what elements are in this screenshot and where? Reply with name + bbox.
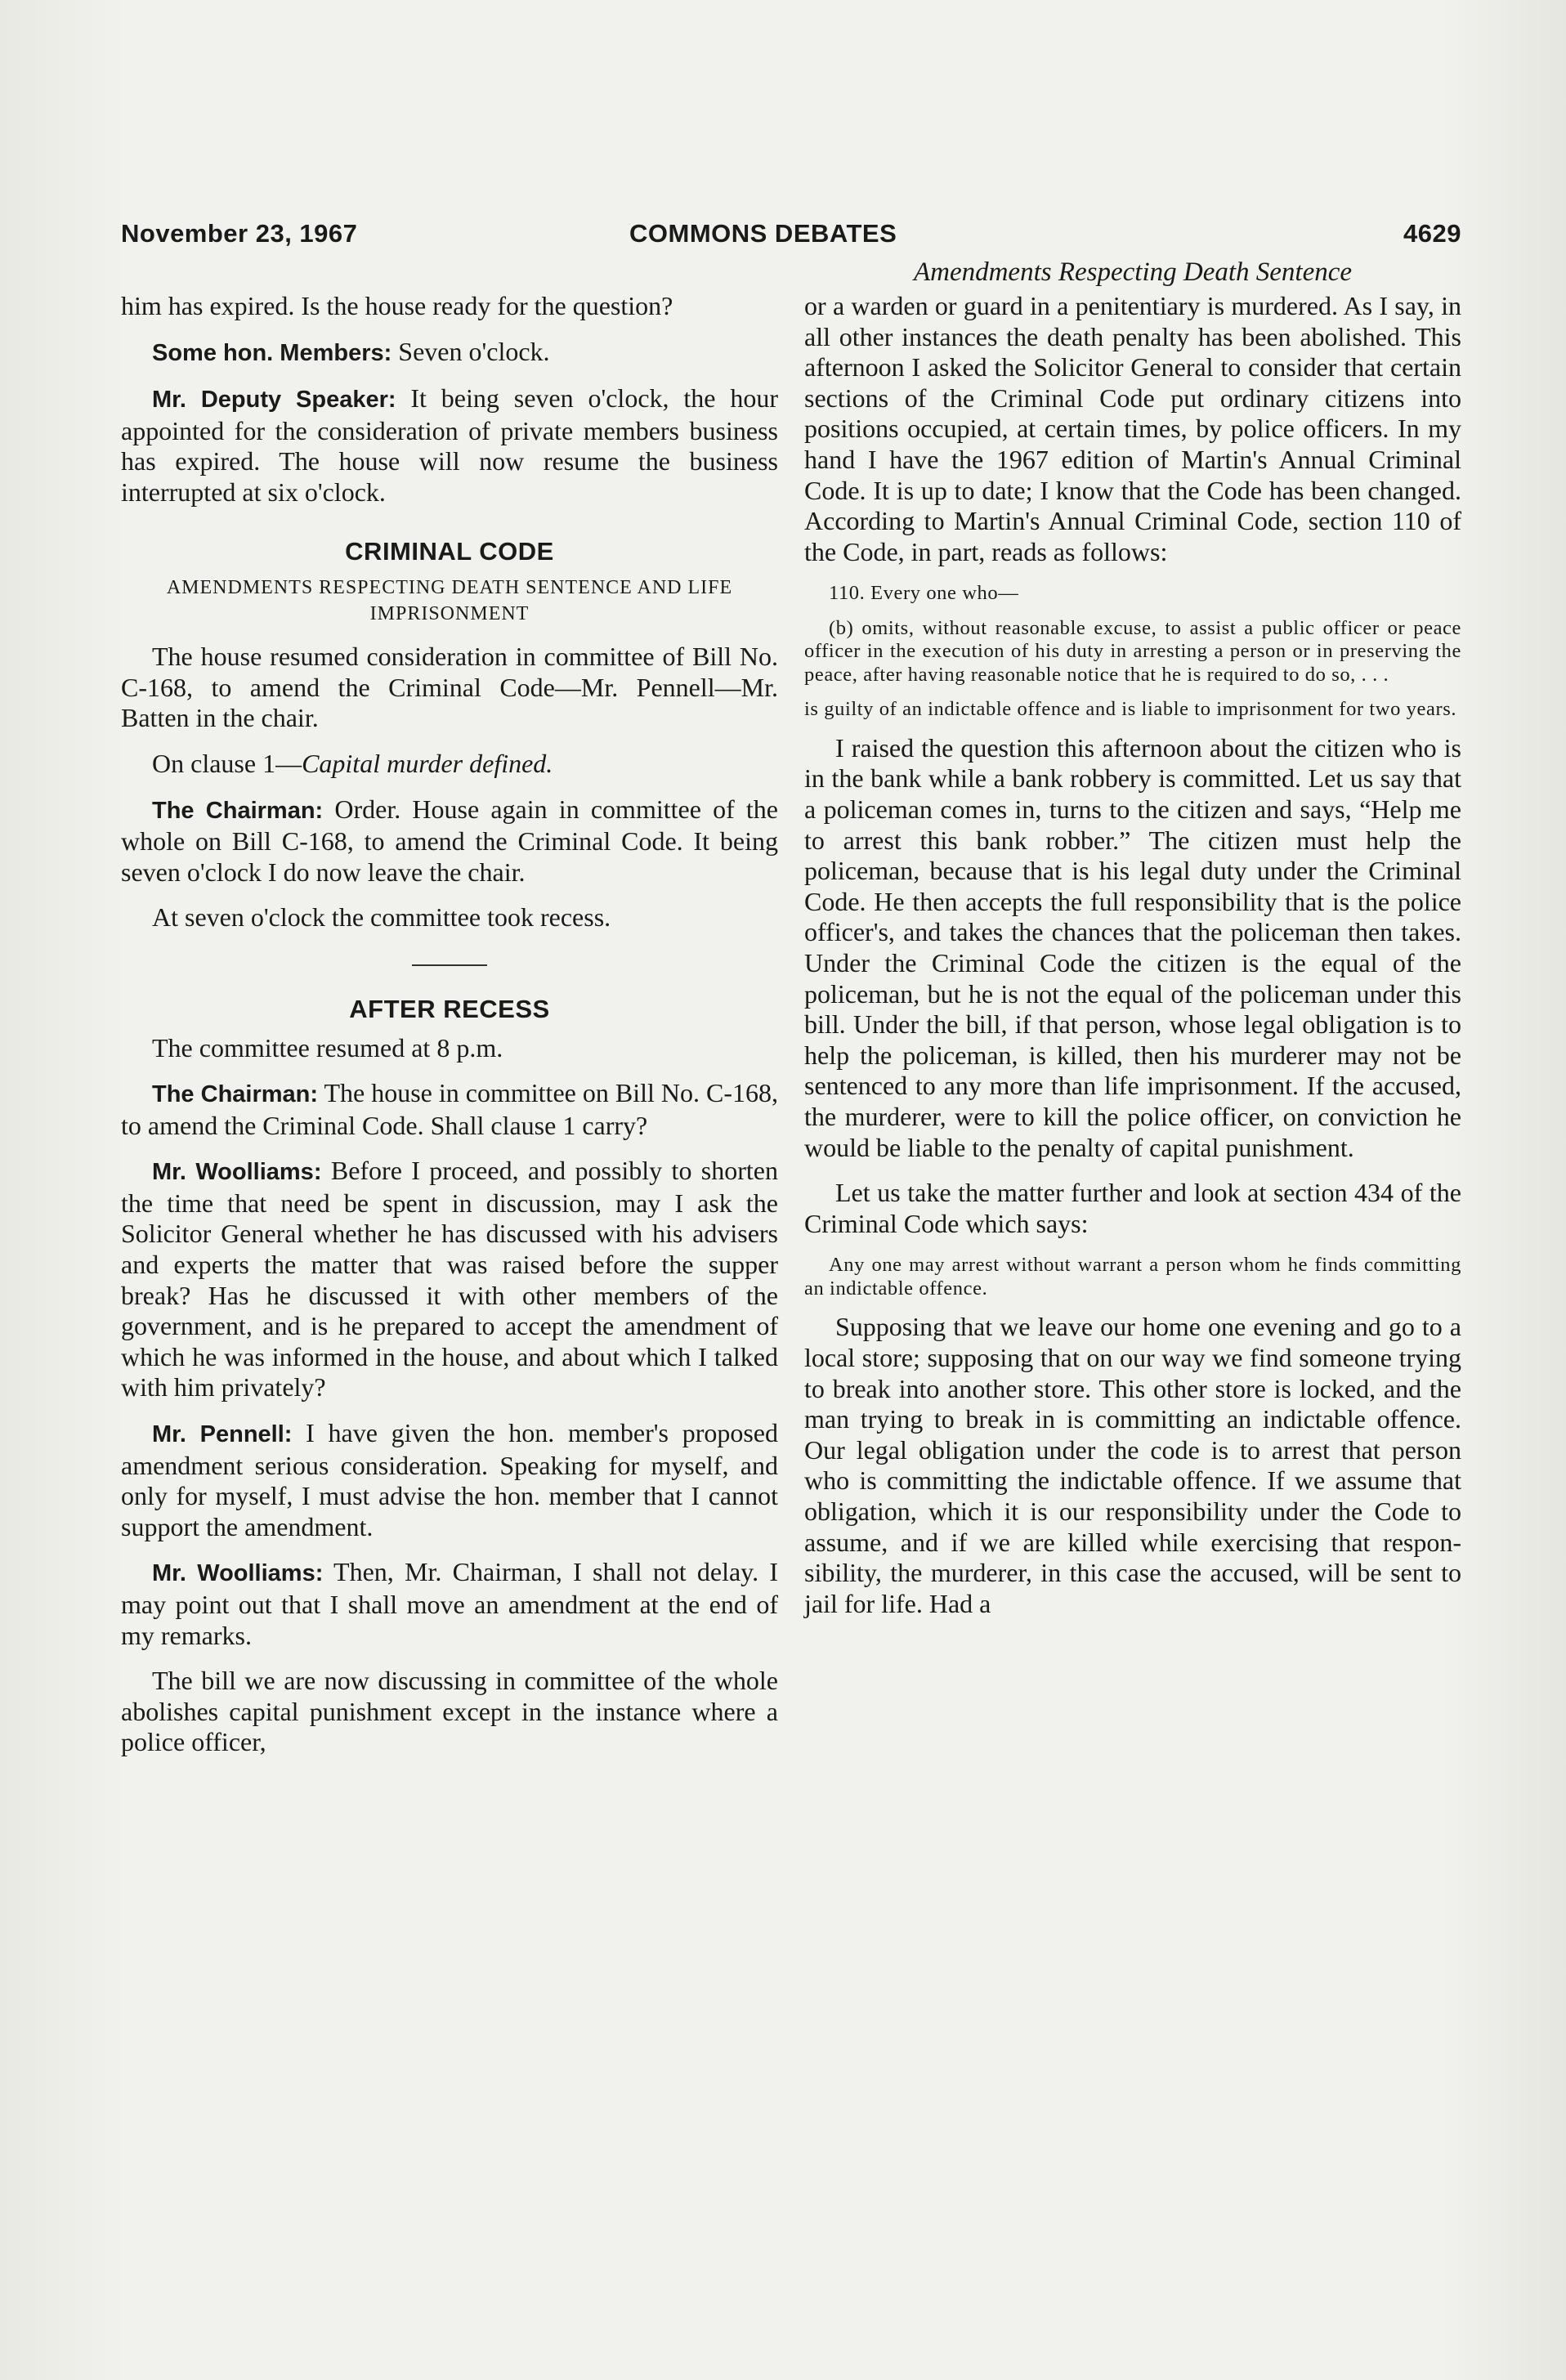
paragraph: The committee resumed at 8 p.m. — [152, 1032, 503, 1062]
paragraph: Supposing that we leave our home one evening and go to a local store; supposing that on our way we find someone trying to break into another store. This other store is locked, and the man trying to break in is committing an indictable offence. Our legal obligation under the code is to arrest that person who is committing the indictable offence. If we assume that obligation, which it is our responsibility under the Code to assume, and if we are killed while exercising that responsibility, the murderer, in this case the accused, will be sent to jail for life. Had a — [804, 1312, 1461, 1618]
quoted-statute: Any one may arrest without warrant a person whom he finds committing an indictable offence. — [804, 1254, 1461, 1300]
paragraph: The house resumed consideration in committee of Bill No. C-168, to amend the Criminal Code—Mr. Pennell—Mr. Batten in the chair. — [121, 642, 778, 733]
speaker-name: Mr. Pennell: — [152, 1421, 293, 1448]
left-column — [121, 291, 778, 1773]
paragraph: I raised the question this afternoon about the citizen who is in the bank while a bank robbery is committed. Let us say that a policeman comes in, turns to the citizen and says, “Help me to arrest this bank robber.” The citizen must help the policeman, because that is his legal duty under the Criminal Code. He then accepts the full responsibility that is the police officer's, and takes the chances that the policeman then takes. Under the Criminal Code the citizen is the equal of the policeman, but he is not the equal of the policeman under this bill. Under the bill, if that person, whose legal obligation is to help the policeman, is killed, then his murderer may not be sentenced to any more than life imprisonment. If the accused, the murderer, were to kill the police officer, on conviction he would be liable to the penalty of capital punishment. — [804, 732, 1461, 1162]
speech-paragraph — [121, 1078, 778, 1141]
section-subheading: AMENDMENTS RESPECTING DEATH SENTENCE AND LIFE IMPRISONMENT — [166, 577, 733, 625]
section-heading: AFTER RECESS — [349, 994, 550, 1023]
speech-text: Seven o'clock. — [392, 336, 550, 366]
clause-text: On clause 1— — [152, 748, 302, 778]
speech-text: Order. House again in committee of the whole on Bill C-168, to amend the Criminal Code. It being seven o'clock I do now leave the chair. — [121, 794, 779, 887]
speech-paragraph — [121, 1557, 778, 1651]
divider-rule — [412, 964, 487, 966]
speaker-name: The Chairman: — [152, 797, 324, 824]
quoted-statute: 110. Every one who— — [829, 582, 1019, 605]
speaker-name: Mr. Deputy Speaker: — [152, 387, 396, 414]
quoted-statute: is guilty of an indictable offence and is liable to imprisonment for two years. — [804, 698, 1457, 721]
speech-text: Before I proceed, and possibly to shorten the time that need be spent in discussion, may I ask the Solicitor General whether he has discussed with his advisers and experts the matter that was raised before the supper break? Has he discussed it with other members of the government, and is he prepared to accept the amendment of which he was informed in the house, and about which I talked with him privately? — [121, 1156, 779, 1402]
speech-text: I have given the hon. member's proposed amendment serious consideration. Speaking for myself, and only for myself, I must advise the hon. member that I cannot support the amendment. — [121, 1418, 779, 1541]
speech-paragraph — [121, 337, 778, 369]
paragraph: or a warden or guard in a penitentiary is murdered. As I say, in all other instances the death penalty has been abolished. This afternoon I asked the Solicitor General to consider that certain sections of the Criminal Code put ordinary citizens into positions occupied, at certain times, by police officers. In my hand I have the 1967 edition of Martin's Annual Criminal Code. It is up to date; I know that the Code has been changed. According to Martin's Annual Criminal Code, section 110 of the Code, in part, reads as follows: — [804, 291, 1461, 566]
speaker-name: Mr. Woolliams: — [152, 1159, 322, 1186]
paragraph: Let us take the matter further and look at section 434 of the Criminal Code which says: — [804, 1178, 1461, 1238]
speech-paragraph — [121, 1418, 778, 1542]
speech-paragraph — [121, 383, 778, 508]
paragraph: him has expired. Is the house ready for the question? — [121, 291, 673, 320]
speech-paragraph — [121, 794, 778, 888]
clause-title: Capital murder defined. — [302, 748, 553, 778]
page-number: 4629 — [1403, 219, 1461, 248]
running-subheader: Amendments Respecting Death Sentence — [913, 257, 1353, 287]
paragraph: The bill we are now discussing in committee of the whole abolishes capital punishment except in the instance where a police officer, — [121, 1666, 778, 1757]
quoted-statute: (b) omits, without reasonable excuse, to assist a public officer or peace officer in the execution of his duty in arresting a person or in preserving the peace, after having reasonable notice that he is required to do so, . . . — [804, 616, 1461, 686]
section-heading: CRIMINAL CODE — [345, 536, 554, 566]
speaker-name: The Chairman: — [152, 1081, 319, 1108]
header-date: November 23, 1967 — [121, 219, 358, 248]
page-header — [121, 219, 1461, 255]
speech-text: The house in committee on Bill No. C-168, to amend the Criminal Code. Shall clause 1 carry? — [121, 1078, 779, 1140]
speech-text: It being seven o'clock, the hour appointed for the consideration of private members business has expired. The house will now resume the business interrupted at six o'clock. — [121, 383, 778, 507]
header-title: COMMONS DEBATES — [629, 219, 897, 248]
paragraph: At seven o'clock the committee took recess. — [152, 902, 611, 933]
right-column — [804, 291, 1461, 1634]
clause-paragraph — [121, 749, 778, 780]
speech-text: Then, Mr. Chairman, I shall not delay. I may point out that I shall move an amendment at the end of my remarks. — [121, 1557, 779, 1650]
speaker-name: Mr. Woolliams: — [152, 1560, 324, 1587]
speaker-name: Some hon. Members: — [152, 339, 392, 366]
speech-paragraph — [121, 1156, 778, 1403]
